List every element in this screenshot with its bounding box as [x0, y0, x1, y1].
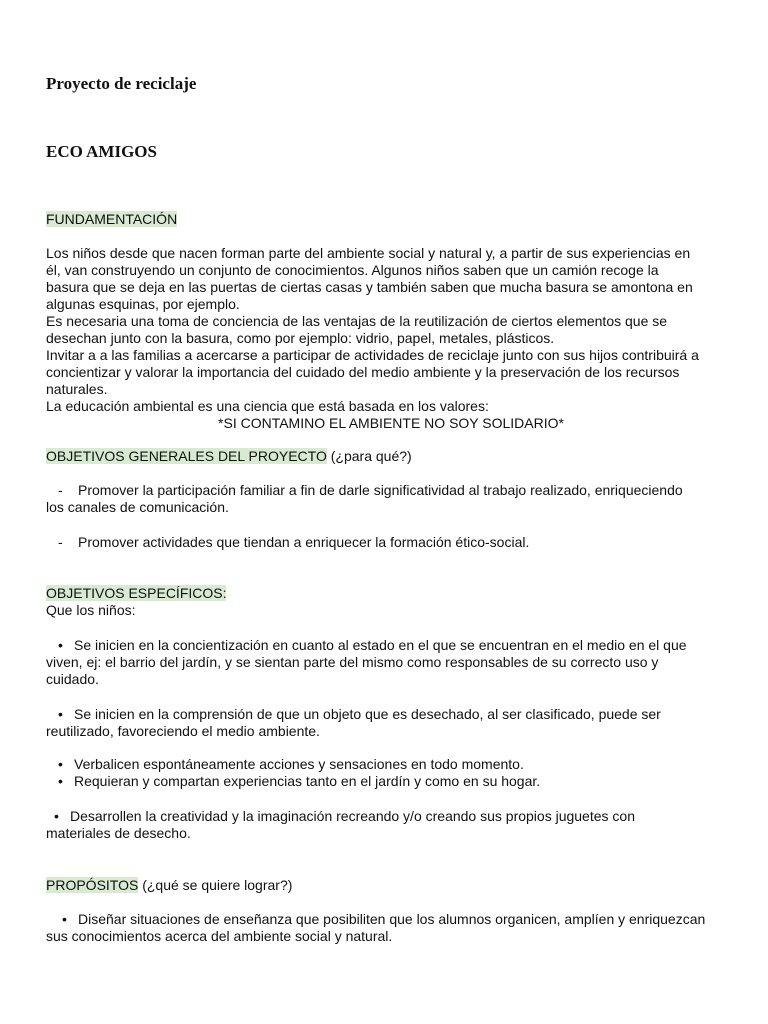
dash-marker: -: [58, 482, 63, 498]
objetivos-generales-heading: OBJETIVOS GENERALES DEL PROYECTO: [46, 448, 327, 464]
bullet-marker: •: [58, 756, 63, 772]
paragraph-line: basura que se deja en las puertas de ciertas casas y también saben que mucha basura se amontona en: [46, 279, 693, 295]
bullet-marker: •: [58, 637, 63, 653]
objetivos-especificos-heading: OBJETIVOS ESPECÍFICOS:: [46, 585, 227, 601]
fundamentacion-heading-block: [46, 211, 736, 228]
objetivos-generales-heading-block: [46, 448, 736, 465]
bullet-marker: •: [58, 773, 63, 789]
item-text: Se inicien en la concientización en cuanto al estado en el que se encuentran en el medio en el que: [74, 637, 687, 653]
objetivos-especificos-heading-block: [46, 585, 736, 619]
item-text-cont: sus conocimientos acerca del ambiente social y natural.: [46, 928, 393, 944]
objetivo-especifico-item: [46, 808, 736, 842]
propositos-suffix: (¿qué se quiere lograr?): [138, 877, 293, 893]
item-text-cont: reutilizado, favoreciendo el medio ambiente.: [46, 723, 320, 739]
document-title: Proyecto de reciclaje: [46, 74, 197, 93]
objetivo-especifico-item: [46, 756, 736, 790]
bullet-marker: •: [62, 911, 67, 927]
paragraph-line: La educación ambiental es una ciencia que está basada en los valores:: [46, 398, 489, 414]
paragraph-line: Los niños desde que nacen forman parte del ambiente social y natural y, a partir de sus experiencias en: [46, 245, 691, 261]
fundamentacion-paragraph: [46, 245, 736, 432]
objetivos-especificos-intro: Que los niños:: [46, 602, 136, 618]
paragraph-line: desechan junto con la basura, como por ejemplo: vidrio, papel, metales, plásticos.: [46, 330, 555, 346]
fundamentacion-heading: FUNDAMENTACIÓN: [46, 211, 178, 227]
objetivo-general-item: [46, 482, 736, 516]
paragraph-line: algunas esquinas, por ejemplo.: [46, 296, 240, 312]
objetivo-especifico-item: [46, 706, 736, 740]
dash-marker: -: [58, 534, 63, 550]
item-text: Verbalicen espontáneamente acciones y sensaciones en todo momento.: [74, 756, 524, 772]
proposito-item: [46, 911, 736, 945]
propositos-heading: PROPÓSITOS: [46, 877, 139, 893]
objetivo-general-item: [46, 534, 736, 551]
objetivos-generales-suffix: (¿para qué?): [326, 448, 412, 464]
bullet-marker: •: [58, 706, 63, 722]
item-text: Se inicien en la comprensión de que un objeto que es desechado, al ser clasificado, puede ser: [74, 706, 661, 722]
item-text-cont: materiales de desecho.: [46, 825, 191, 841]
paragraph-line: él, van construyendo un conjunto de conocimientos. Algunos niños saben que un camión recoge la: [46, 262, 659, 278]
paragraph-line: Invitar a a las familias a acercarse a participar de actividades de reciclaje junto con sus hijos contribuirá a: [46, 347, 699, 363]
item-text: Requieran y compartan experiencias tanto en el jardín y como en su hogar.: [74, 773, 541, 789]
item-text-cont: cuidado.: [46, 671, 99, 687]
propositos-heading-block: [46, 877, 736, 894]
paragraph-line: concientizar y valorar la importancia del cuidado del medio ambiente y la preservación de los recursos: [46, 364, 680, 380]
paragraph-line: naturales.: [46, 381, 108, 397]
item-text: Promover actividades que tiendan a enriquecer la formación ético-social.: [78, 534, 530, 550]
item-text: Diseñar situaciones de enseñanza que posibiliten que los alumnos organicen, amplíen y enriquezcan: [78, 911, 706, 927]
paragraph-line: Es necesaria una toma de conciencia de las ventajas de la reutilización de ciertos elementos que se: [46, 313, 668, 329]
motto-line: *SI CONTAMINO EL AMBIENTE NO SOY SOLIDARIO*: [218, 415, 564, 431]
item-text-cont: viven, ej: el barrio del jardín, y se sientan parte del mismo como responsables de su correcto uso y: [46, 654, 659, 670]
bullet-marker: •: [54, 808, 59, 824]
item-text-cont: los canales de comunicación.: [46, 499, 229, 515]
project-name: ECO AMIGOS: [46, 142, 157, 161]
item-text: Desarrollen la creatividad y la imaginación recreando y/o creando sus propios juguetes con: [70, 808, 635, 824]
item-text: Promover la participación familiar a fin de darle significatividad al trabajo realizado, enriqueciendo: [78, 482, 683, 498]
objetivo-especifico-item: [46, 637, 736, 688]
